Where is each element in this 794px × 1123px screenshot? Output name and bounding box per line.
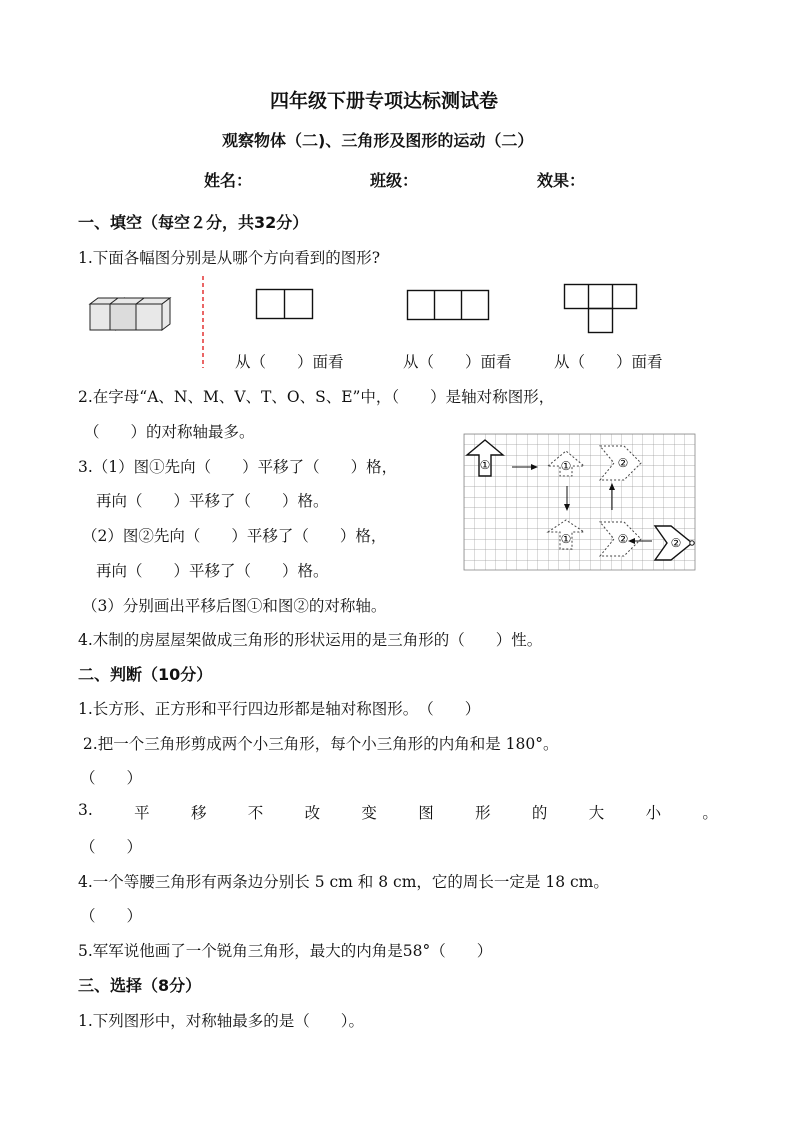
page-subtitle: 观察物体（二)、三角形及图形的运动（二） [222, 131, 534, 150]
shape-2-translated-top-label: ② [617, 456, 629, 470]
q1-view-blank-2[interactable]: 从（ ）面看 [403, 353, 512, 371]
s2-q5: 5.军军说他画了一个锐角三角形，最大的内角是58°（ ） [78, 942, 493, 960]
view-figure-t-shape [564, 284, 640, 336]
view-figure-three-squares [407, 290, 493, 322]
s1-q1-text: 1.下面各幅图分别是从哪个方向看到的图形? [78, 249, 381, 267]
s2-q3-char: 大 [588, 804, 605, 822]
s1-q3-line4: 再向（ ）平移了（ ）格。 [96, 562, 329, 580]
s2-q3-char: 3. [78, 801, 93, 819]
s2-q4: 4.一个等腰三角形有两条边分别长 5 cm 和 8 cm，它的周长一定是 18 cm。 [78, 873, 609, 891]
result-label: 效果： [537, 171, 586, 190]
shape-2-translated-mid-label: ② [617, 532, 629, 546]
s3-q1: 1.下列图形中，对称轴最多的是（ ）。 [78, 1012, 365, 1030]
q1-view-blank-3[interactable]: 从（ ）面看 [554, 353, 663, 371]
shape-1-translated-down-label: ① [560, 532, 572, 546]
section3-heading: 三、选择（8分） [78, 976, 202, 995]
shape-1-translated-label: ① [560, 459, 572, 473]
s2-q2: 2.把一个三角形剪成两个小三角形，每个小三角形的内角和是 180°。 [78, 735, 559, 753]
s2-q4-paren[interactable]: （ ） [80, 907, 143, 925]
s2-q3-char: 不 [247, 804, 264, 822]
s2-q3-line [78, 801, 718, 823]
shape-2-label: ② [670, 536, 682, 550]
page-title: 四年级下册专项达标测试卷 [270, 90, 499, 112]
s2-q3-char: 。 [702, 804, 718, 822]
s2-q3-paren[interactable]: （ ） [80, 838, 143, 856]
view-figure-two-squares [256, 289, 316, 321]
translation-grid-figure [464, 434, 696, 570]
section2-heading: 二、判断（10分） [78, 665, 213, 684]
s2-q3-char: 图 [418, 804, 434, 822]
s2-q3-char: 变 [361, 804, 377, 822]
s1-q2-line2: （ ）的对称轴最多。 [84, 423, 255, 441]
s2-q3-char: 小 [645, 804, 662, 822]
shape-1-label: ① [479, 458, 491, 472]
name-label: 姓名： [204, 171, 253, 190]
s1-q3-line3: （2）图②先向（ ）平移了（ ）格， [82, 527, 387, 545]
q1-view-blank-1[interactable]: 从（ ）面看 [235, 353, 344, 371]
s2-q2-paren[interactable]: （ ） [80, 769, 143, 787]
s2-q3-char: 改 [304, 804, 321, 822]
s1-q4-text: 4.木制的房屋屋架做成三角形的形状运用的是三角形的（ ）性。 [78, 631, 543, 649]
s2-q3-char: 形 [475, 804, 491, 822]
dashed-divider [201, 276, 205, 368]
s1-q3-line2: 再向（ ）平移了（ ）格。 [96, 492, 329, 510]
s1-q3-line1: 3.（1）图①先向（ ）平移了（ ）格， [78, 458, 398, 476]
class-label: 班级： [370, 171, 419, 190]
section1-heading: 一、填空（每空２分，共32分） [78, 213, 309, 232]
cube-stack-figure [88, 294, 178, 334]
s2-q3-char: 的 [531, 804, 548, 822]
s2-q3-char: 平 [134, 804, 150, 822]
s2-q1: 1.长方形、正方形和平行四边形都是轴对称图形。 （ ） [78, 700, 481, 718]
s2-q3-char: 移 [190, 804, 207, 822]
s1-q3-line5: （3）分别画出平移后图①和图②的对称轴。 [82, 597, 387, 615]
s1-q2-line1: 2.在字母“A、N、M、V、T、O、S、E”中，（ ）是轴对称图形， [78, 388, 555, 406]
